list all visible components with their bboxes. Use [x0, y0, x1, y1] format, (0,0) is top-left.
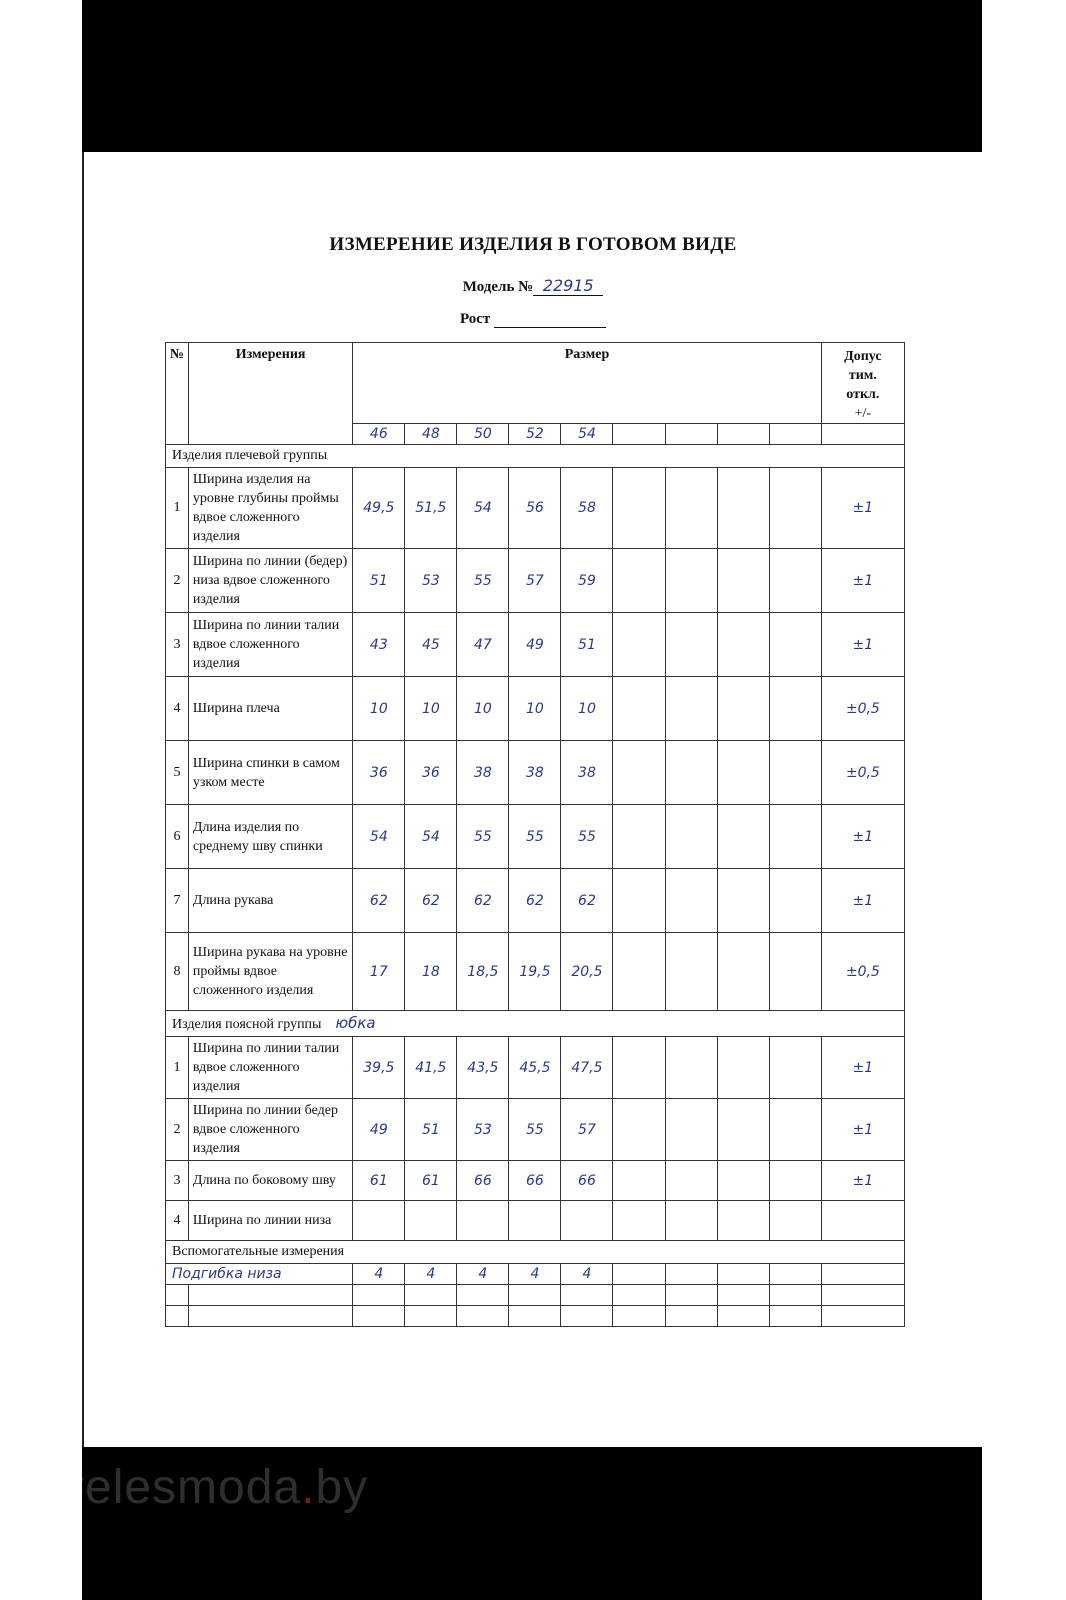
- cell-empty: [717, 1037, 769, 1099]
- cell-empty: [821, 1306, 904, 1327]
- waist-group-rows: [166, 1037, 905, 1241]
- header-measurements: Измерения: [188, 343, 352, 445]
- cell-empty: [665, 805, 717, 869]
- measurement-value: 62: [405, 869, 457, 933]
- header-row: [166, 343, 905, 424]
- measurement-value: 49: [509, 613, 561, 677]
- cell-empty: [613, 741, 665, 805]
- measurement-row: [166, 613, 905, 677]
- measurement-value: 17: [353, 933, 405, 1011]
- measurement-value: 61: [405, 1161, 457, 1201]
- cell-empty: [769, 613, 821, 677]
- cell-empty: [613, 468, 665, 549]
- measurement-value: 43,5: [457, 1037, 509, 1099]
- measurement-row: [166, 468, 905, 549]
- measurement-value: 54: [457, 468, 509, 549]
- measurement-value: 49,5: [353, 468, 405, 549]
- tolerance-value: ±1: [821, 613, 904, 677]
- measurement-row: [166, 1161, 905, 1201]
- row-number: 2: [166, 549, 189, 613]
- cell-empty: [613, 549, 665, 613]
- measurement-name: Длина рукава: [188, 869, 352, 933]
- top-black-bar: [82, 0, 982, 152]
- cell-empty: [717, 1285, 769, 1306]
- cell-empty: [717, 1161, 769, 1201]
- measurement-row: [166, 1099, 905, 1161]
- measurement-value: 62: [457, 869, 509, 933]
- measurement-name: Длина по боковому шву: [188, 1161, 352, 1201]
- cell-empty: [613, 1161, 665, 1201]
- height-blank: [494, 313, 606, 328]
- cell-empty: [613, 1306, 665, 1327]
- cell-empty: [769, 933, 821, 1011]
- cell-empty: [717, 805, 769, 869]
- measurement-value: [353, 1201, 405, 1241]
- row-number: 8: [166, 933, 189, 1011]
- measurement-value: 57: [561, 1099, 613, 1161]
- cell-empty: [769, 468, 821, 549]
- cell-empty: [769, 677, 821, 741]
- measurement-name: Ширина по линии (бедер) низа вдвое сложенного изделия: [188, 549, 352, 613]
- measurement-value: 55: [509, 1099, 561, 1161]
- header-tolerance-line3: откл.: [846, 387, 880, 402]
- tolerance-value: ±0,5: [821, 677, 904, 741]
- row-number: 7: [166, 869, 189, 933]
- page-edge: [82, 152, 84, 1447]
- cell-empty: [613, 1285, 665, 1306]
- size-cell-empty: [613, 424, 665, 445]
- measurement-value: 51,5: [405, 468, 457, 549]
- size-cell-empty: [769, 424, 821, 445]
- measurement-value: 36: [353, 741, 405, 805]
- cell-empty: [717, 933, 769, 1011]
- header-tolerance-line1: Допус: [844, 349, 882, 364]
- model-label: Модель №: [462, 279, 534, 295]
- measurement-value: [457, 1201, 509, 1241]
- header-num: №: [166, 343, 189, 445]
- measurement-value: 18: [405, 933, 457, 1011]
- measurement-name: Ширина по линии талии вдвое сложенного изделия: [188, 1037, 352, 1099]
- measurement-row: [166, 933, 905, 1011]
- measurement-row: [166, 1201, 905, 1241]
- cell-empty: [717, 869, 769, 933]
- aux-empty: [769, 1264, 821, 1285]
- tolerance-value: ±1: [821, 468, 904, 549]
- cell-empty: [509, 1306, 561, 1327]
- cell-empty: [665, 869, 717, 933]
- row-number: 4: [166, 677, 189, 741]
- cell-empty: [613, 613, 665, 677]
- measurement-value: 55: [457, 549, 509, 613]
- cell-empty: [717, 1099, 769, 1161]
- measurement-name: Ширина изделия на уровне глубины проймы вдвое сложенного изделия: [188, 468, 352, 549]
- cell-empty: [665, 613, 717, 677]
- tolerance-value: ±1: [821, 805, 904, 869]
- aux-empty: [665, 1264, 717, 1285]
- measurement-value: 47: [457, 613, 509, 677]
- measurement-value: 55: [561, 805, 613, 869]
- cell-empty: [353, 1306, 405, 1327]
- measurement-value: 45: [405, 613, 457, 677]
- tolerance-value: ±1: [821, 1099, 904, 1161]
- header-size: Размер: [353, 343, 821, 424]
- measurement-name: Ширина рукава на уровне проймы вдвое сложенного изделия: [188, 933, 352, 1011]
- measurement-value: 66: [457, 1161, 509, 1201]
- cell-empty: [457, 1306, 509, 1327]
- cell-empty: [769, 1037, 821, 1099]
- size-cell: 50: [457, 424, 509, 445]
- measurement-value: 10: [509, 677, 561, 741]
- cell-empty: [457, 1285, 509, 1306]
- section-title-waist: [166, 1011, 905, 1037]
- measurement-value: 66: [561, 1161, 613, 1201]
- tolerance-value: ±0,5: [821, 741, 904, 805]
- cell-empty: [188, 1306, 352, 1327]
- measurement-value: 56: [509, 468, 561, 549]
- cell-empty: [665, 741, 717, 805]
- height-label: Рост: [459, 311, 491, 327]
- cell-empty: [188, 1285, 352, 1306]
- cell-empty: [353, 1285, 405, 1306]
- watermark-dot: .: [301, 1461, 316, 1514]
- measurement-value: 10: [405, 677, 457, 741]
- cell-empty: [166, 1285, 189, 1306]
- cell-empty: [665, 1161, 717, 1201]
- tolerance-value: [821, 1201, 904, 1241]
- measurement-value: 19,5: [509, 933, 561, 1011]
- measurement-value: 54: [405, 805, 457, 869]
- cell-empty: [769, 869, 821, 933]
- cell-empty: [717, 613, 769, 677]
- measurement-value: 62: [353, 869, 405, 933]
- aux-name: Подгибка низа: [166, 1264, 353, 1285]
- cell-empty: [665, 677, 717, 741]
- cell-empty: [769, 1306, 821, 1327]
- measurement-value: 10: [561, 677, 613, 741]
- measurement-value: 57: [509, 549, 561, 613]
- cell-empty: [613, 1099, 665, 1161]
- cell-empty: [769, 1161, 821, 1201]
- aux-value: 4: [405, 1264, 457, 1285]
- measurement-value: [509, 1201, 561, 1241]
- cell-empty: [561, 1285, 613, 1306]
- section-title-aux: Вспомогательные измерения: [166, 1241, 905, 1264]
- row-number: 5: [166, 741, 189, 805]
- cell-empty: [769, 1201, 821, 1241]
- section-header-row: [166, 1011, 905, 1037]
- measurement-value: 18,5: [457, 933, 509, 1011]
- header-tolerance-line2: тим.: [848, 368, 877, 383]
- aux-value: 4: [457, 1264, 509, 1285]
- shoulder-group-rows: [166, 468, 905, 1011]
- measurement-value: 53: [457, 1099, 509, 1161]
- aux-value: 4: [353, 1264, 405, 1285]
- cell-empty: [613, 1201, 665, 1241]
- measurement-value: 49: [353, 1099, 405, 1161]
- section-note-skirt: юбка: [335, 1014, 376, 1032]
- cell-empty: [613, 933, 665, 1011]
- model-line: [0, 276, 1066, 296]
- tolerance-value: ±0,5: [821, 933, 904, 1011]
- cell-empty: [561, 1306, 613, 1327]
- watermark: [60, 1460, 368, 1515]
- measurement-name: Ширина плеча: [188, 677, 352, 741]
- cell-empty: [613, 869, 665, 933]
- measurement-value: 47,5: [561, 1037, 613, 1099]
- measurement-value: 62: [509, 869, 561, 933]
- measurement-value: 36: [405, 741, 457, 805]
- document-title: ИЗМЕРЕНИЕ ИЗДЕЛИЯ В ГОТОВОМ ВИДЕ: [329, 234, 737, 255]
- cell-empty: [665, 1201, 717, 1241]
- size-cell: 48: [405, 424, 457, 445]
- cell-empty: [769, 741, 821, 805]
- aux-value: 4: [561, 1264, 613, 1285]
- tolerance-cell-empty: [821, 424, 904, 445]
- measurement-value: 10: [353, 677, 405, 741]
- measurement-row: [166, 1037, 905, 1099]
- measurement-value: 62: [561, 869, 613, 933]
- measurement-value: 20,5: [561, 933, 613, 1011]
- cell-empty: [166, 1306, 189, 1327]
- measurement-value: 45,5: [509, 1037, 561, 1099]
- measurement-value: 39,5: [353, 1037, 405, 1099]
- measurement-value: 51: [353, 549, 405, 613]
- cell-empty: [769, 1099, 821, 1161]
- cell-empty: [509, 1285, 561, 1306]
- cell-empty: [405, 1285, 457, 1306]
- row-number: 3: [166, 613, 189, 677]
- measurement-row: [166, 741, 905, 805]
- size-cell: 52: [509, 424, 561, 445]
- measurement-table: [165, 342, 905, 1327]
- aux-value: 4: [509, 1264, 561, 1285]
- size-cell: 54: [561, 424, 613, 445]
- measurement-name: Ширина по линии бедер вдвое сложенного изделия: [188, 1099, 352, 1161]
- aux-row-blank: [166, 1306, 905, 1327]
- measurement-value: 55: [457, 805, 509, 869]
- row-number: 6: [166, 805, 189, 869]
- aux-empty: [717, 1264, 769, 1285]
- measurement-value: 58: [561, 468, 613, 549]
- measurement-value: 38: [457, 741, 509, 805]
- measurement-value: 61: [353, 1161, 405, 1201]
- cell-empty: [665, 933, 717, 1011]
- cell-empty: [405, 1306, 457, 1327]
- cell-empty: [665, 1285, 717, 1306]
- cell-empty: [717, 549, 769, 613]
- tolerance-value: ±1: [821, 1037, 904, 1099]
- cell-empty: [717, 741, 769, 805]
- cell-empty: [665, 468, 717, 549]
- tolerance-value: ±1: [821, 549, 904, 613]
- measurement-value: 55: [509, 805, 561, 869]
- row-number: 2: [166, 1099, 189, 1161]
- height-line: [0, 311, 1066, 328]
- size-cell-empty: [665, 424, 717, 445]
- tolerance-value: ±1: [821, 869, 904, 933]
- cell-empty: [613, 1037, 665, 1099]
- cell-empty: [821, 1285, 904, 1306]
- header-tolerance-line4: +/-: [854, 406, 872, 421]
- cell-empty: [665, 1306, 717, 1327]
- tolerance-value: ±1: [821, 1161, 904, 1201]
- cell-empty: [769, 805, 821, 869]
- cell-empty: [717, 1306, 769, 1327]
- measurement-name: Ширина по линии низа: [188, 1201, 352, 1241]
- measurement-value: [405, 1201, 457, 1241]
- watermark-text: velesmoda: [60, 1461, 302, 1514]
- measurement-value: 59: [561, 549, 613, 613]
- measurement-name: Длина изделия по среднему шву спинки: [188, 805, 352, 869]
- measurement-name: Ширина спинки в самом узком месте: [188, 741, 352, 805]
- section-header-row: [166, 445, 905, 468]
- row-number: 1: [166, 468, 189, 549]
- measurement-value: 53: [405, 549, 457, 613]
- measurement-row: [166, 677, 905, 741]
- aux-empty: [613, 1264, 665, 1285]
- cell-empty: [665, 549, 717, 613]
- measurement-value: 43: [353, 613, 405, 677]
- measurement-value: [561, 1201, 613, 1241]
- aux-row: [166, 1264, 905, 1285]
- aux-row-blank: [166, 1285, 905, 1306]
- cell-empty: [769, 549, 821, 613]
- measurement-value: 51: [405, 1099, 457, 1161]
- measurement-value: 38: [509, 741, 561, 805]
- cell-empty: [665, 1037, 717, 1099]
- measurement-value: 38: [561, 741, 613, 805]
- size-cell-empty: [717, 424, 769, 445]
- row-number: 1: [166, 1037, 189, 1099]
- aux-empty: [821, 1264, 904, 1285]
- measurement-value: 54: [353, 805, 405, 869]
- measurement-row: [166, 549, 905, 613]
- measurement-row: [166, 869, 905, 933]
- row-number: 3: [166, 1161, 189, 1201]
- model-number: 22915: [533, 276, 603, 296]
- section-header-row: [166, 1241, 905, 1264]
- cell-empty: [717, 468, 769, 549]
- header-tolerance: [821, 343, 904, 424]
- measurement-row: [166, 805, 905, 869]
- section-title-waist-text: Изделия поясной группы: [172, 1017, 322, 1032]
- cell-empty: [613, 677, 665, 741]
- cell-empty: [717, 1201, 769, 1241]
- size-cell: 46: [353, 424, 405, 445]
- measurement-name: Ширина по линии талии вдвое сложенного изделия: [188, 613, 352, 677]
- cell-empty: [613, 805, 665, 869]
- row-number: 4: [166, 1201, 189, 1241]
- section-title-shoulder: Изделия плечевой группы: [166, 445, 905, 468]
- measurement-value: 10: [457, 677, 509, 741]
- cell-empty: [769, 1285, 821, 1306]
- cell-empty: [717, 677, 769, 741]
- measurement-value: 51: [561, 613, 613, 677]
- watermark-tld: by: [315, 1461, 369, 1514]
- cell-empty: [665, 1099, 717, 1161]
- measurement-value: 41,5: [405, 1037, 457, 1099]
- measurement-value: 66: [509, 1161, 561, 1201]
